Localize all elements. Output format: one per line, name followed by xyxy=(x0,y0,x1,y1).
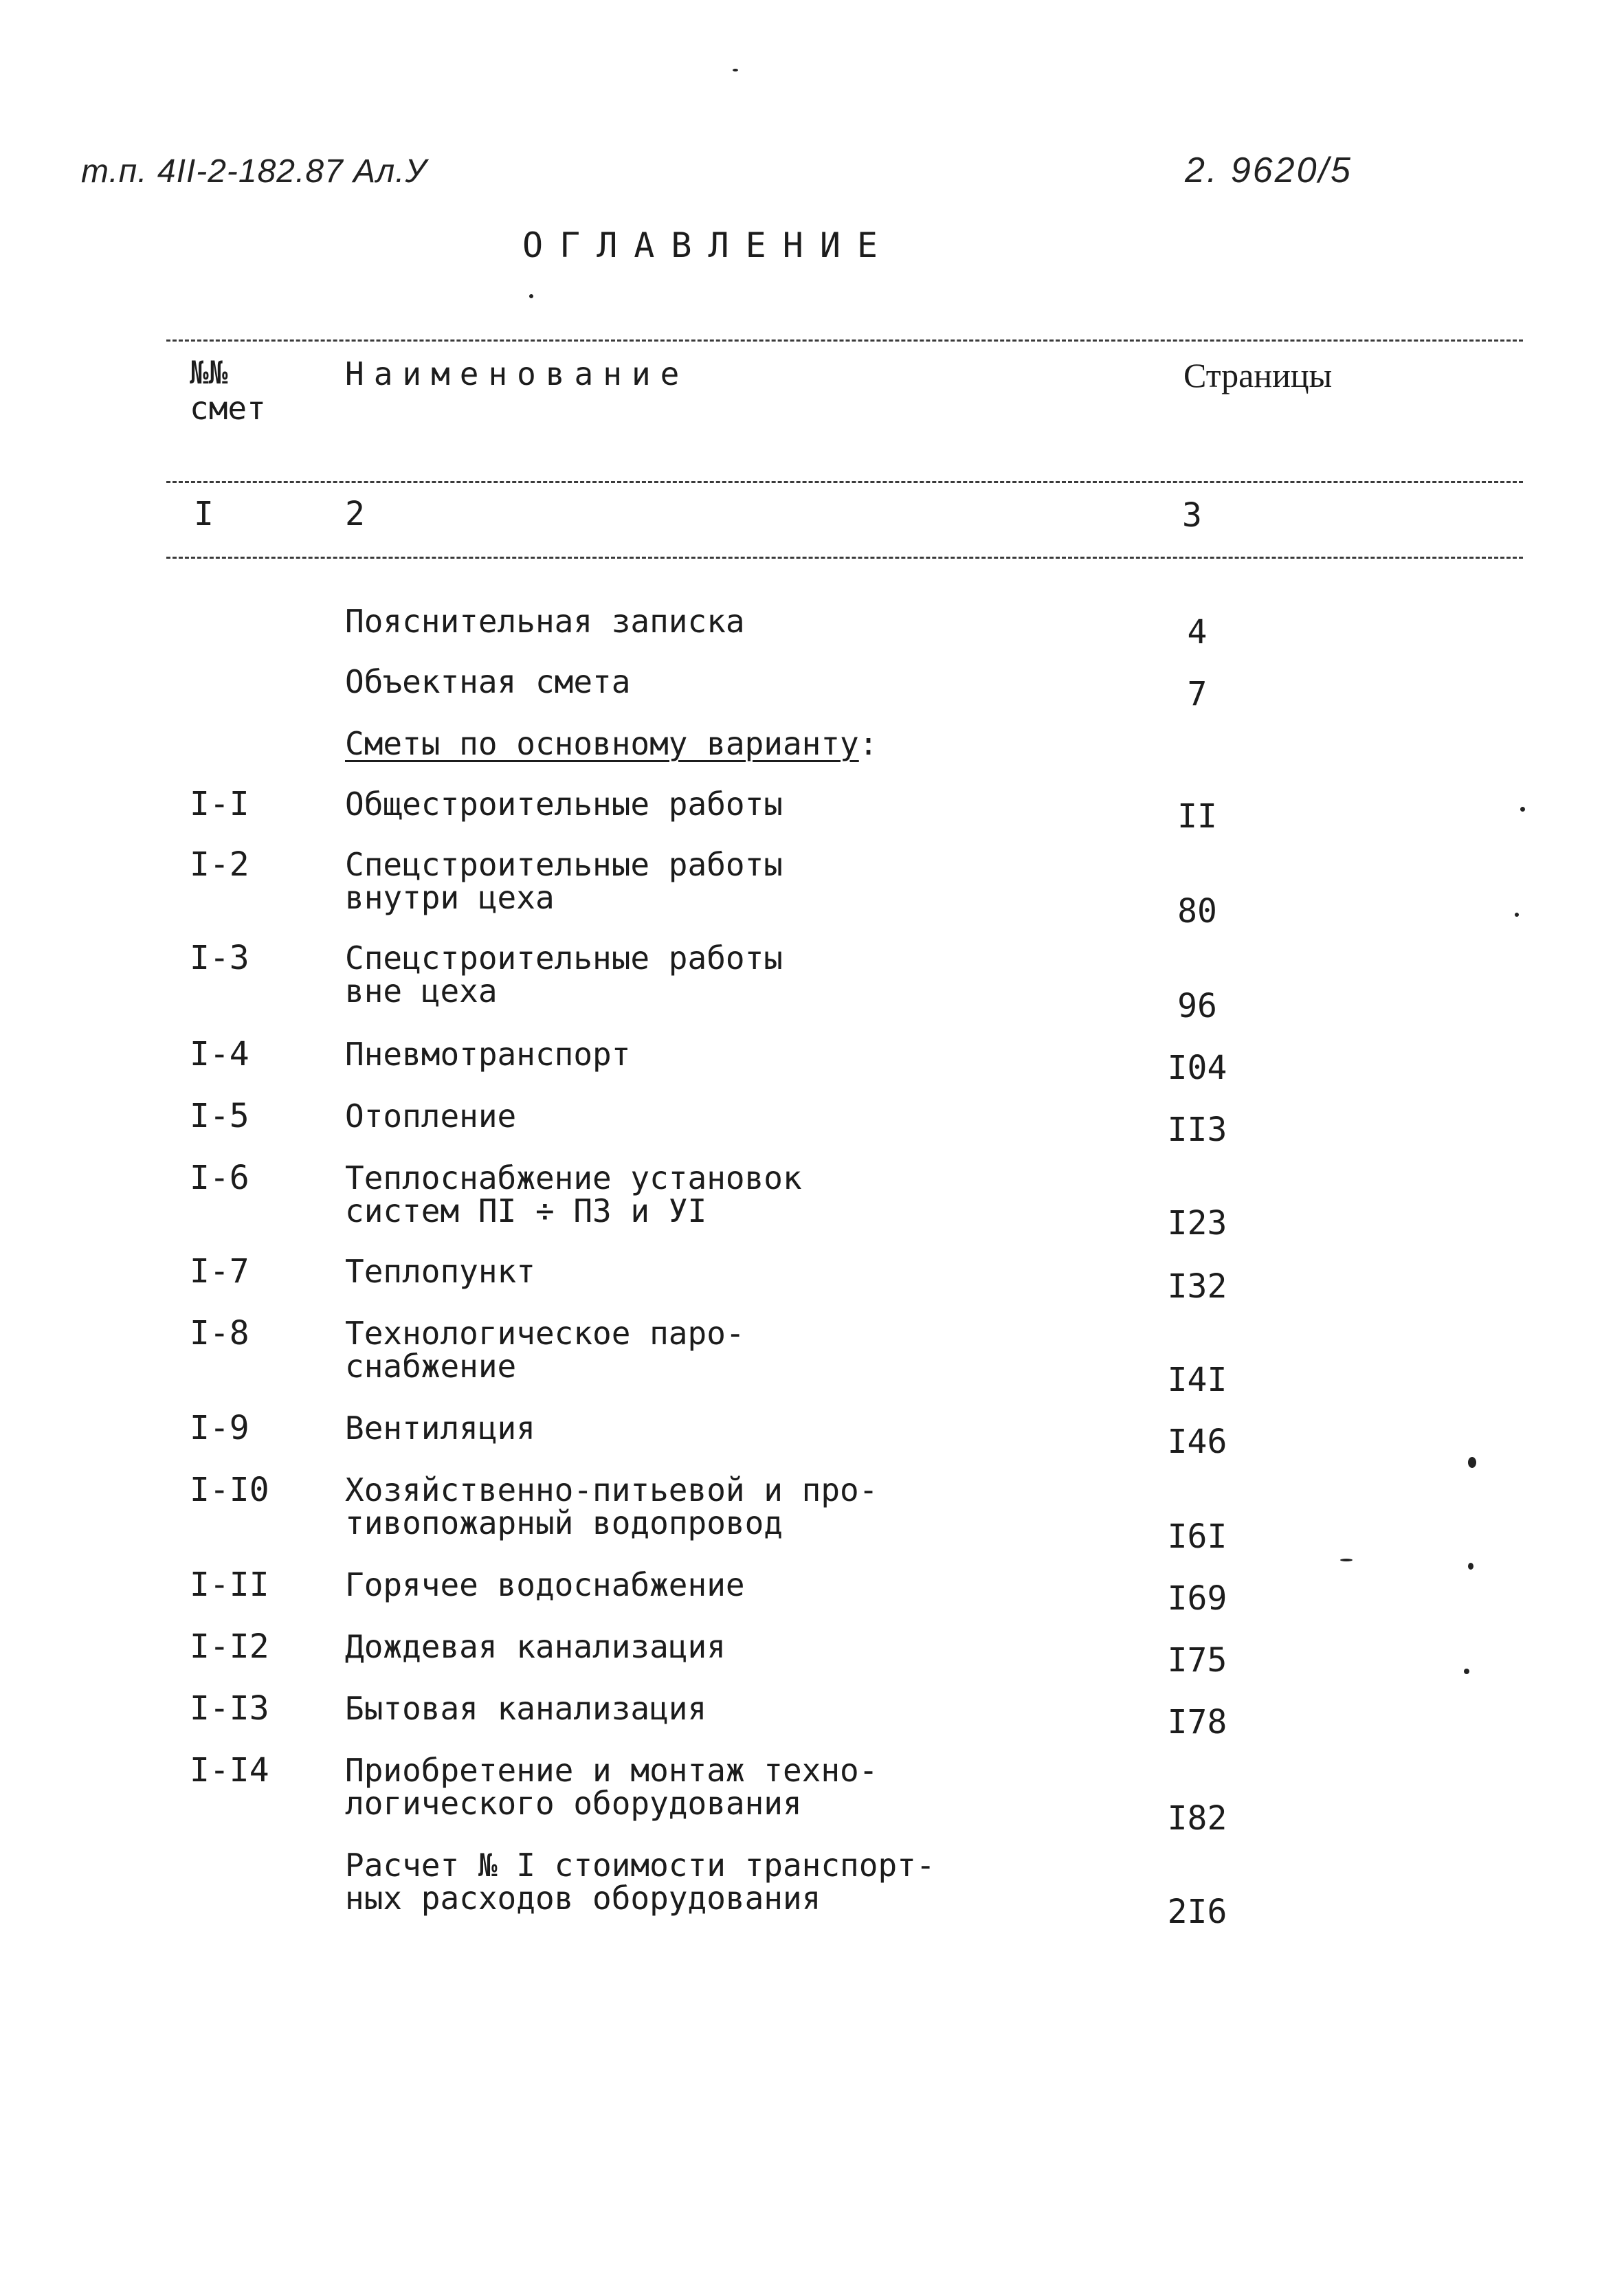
entry-code: I-I0 xyxy=(190,1471,269,1509)
entry-name: Вентиляция xyxy=(345,1410,535,1447)
intro-entry-page: 7 xyxy=(1187,675,1208,713)
intro-entry-page: 4 xyxy=(1187,613,1208,651)
entry-page: II3 xyxy=(1167,1111,1227,1149)
entry-code: I-I3 xyxy=(190,1689,269,1728)
entry-page: I46 xyxy=(1167,1423,1227,1461)
inventory-code: 2. 9620/5 xyxy=(1185,151,1353,190)
column-header-name: Наименование xyxy=(345,355,689,392)
column-numbers-rule xyxy=(166,557,1523,559)
entry-page: II xyxy=(1177,797,1217,836)
entry-page: I6I xyxy=(1167,1517,1227,1556)
entry-code: I-7 xyxy=(190,1252,249,1291)
column-header-number: №№ смет xyxy=(190,354,266,427)
section-heading-label: Сметы по основному варианту xyxy=(345,725,859,762)
entry-code: I-5 xyxy=(190,1097,249,1135)
entry-page: I32 xyxy=(1167,1267,1227,1306)
scan-speck xyxy=(1520,807,1525,812)
entry-code: I-3 xyxy=(190,939,249,977)
entry-name: Горячее водоснабжение xyxy=(345,1566,745,1603)
entry-code: I-8 xyxy=(190,1314,249,1352)
entry-name: Дождевая канализация xyxy=(345,1628,726,1665)
entry-name: Пневмотранспорт xyxy=(345,1036,631,1073)
scan-speck xyxy=(1340,1559,1353,1561)
column-number-1: I xyxy=(194,495,214,533)
entry-name: Отопление xyxy=(345,1098,517,1135)
entry-name: Бытовая канализация xyxy=(345,1690,707,1727)
entry-code: I-II xyxy=(190,1566,269,1604)
entry-name: Хозяйственно-питьевой и про- тивопожарный водопровод xyxy=(345,1471,878,1541)
entry-code: I-I4 xyxy=(190,1751,269,1790)
section-heading xyxy=(345,727,878,760)
entry-page: I23 xyxy=(1167,1204,1227,1243)
entry-name: Теплоснабжение установок систем ПI ÷ П3 и УI xyxy=(345,1159,802,1229)
entry-name: Общестроительные работы xyxy=(345,786,783,823)
header-divider-rule xyxy=(166,481,1523,483)
entry-code: I-4 xyxy=(190,1035,249,1073)
entry-name: Приобретение и монтаж техно- логического оборудования xyxy=(345,1752,878,1822)
entry-name: Спецстроительные работы внутри цеха xyxy=(345,846,783,916)
entry-page: I04 xyxy=(1167,1049,1227,1087)
scan-speck xyxy=(529,294,533,298)
section-heading-colon: : xyxy=(858,725,878,762)
entry-name: Технологическое паро- снабжение xyxy=(345,1315,745,1385)
page-title: ОГЛАВЛЕНИЕ xyxy=(522,225,895,265)
table-top-rule xyxy=(166,339,1523,342)
entry-page: I82 xyxy=(1167,1799,1227,1838)
scan-speck xyxy=(733,69,738,71)
intro-entry-name: Пояснительная записка xyxy=(345,603,745,640)
column-number-3: 3 xyxy=(1182,496,1202,535)
scan-speck xyxy=(1468,1457,1476,1468)
document-code: т.п. 4II-2-182.87 Ал.У xyxy=(81,153,427,190)
scan-speck xyxy=(1515,913,1519,917)
final-entry-name: Расчет № I стоимости транспорт- ных расходов оборудования xyxy=(345,1847,935,1917)
entry-page: 96 xyxy=(1177,987,1217,1025)
entry-name: Спецстроительные работы вне цеха xyxy=(345,939,783,1010)
scan-speck xyxy=(1468,1563,1473,1570)
entry-page: 80 xyxy=(1177,892,1217,931)
column-header-pages: Страницы xyxy=(1183,356,1333,394)
entry-code: I-I xyxy=(190,785,249,823)
entry-code: I-I2 xyxy=(190,1627,269,1666)
entry-page: I69 xyxy=(1167,1579,1227,1618)
entry-code: I-9 xyxy=(190,1409,249,1447)
intro-entry-name: Объектная смета xyxy=(345,663,631,700)
scan-speck xyxy=(1464,1669,1469,1674)
entry-code: I-2 xyxy=(190,845,249,884)
entry-page: I75 xyxy=(1167,1641,1227,1680)
entry-page: I4I xyxy=(1167,1361,1227,1399)
entry-code: I-6 xyxy=(190,1159,249,1197)
entry-name: Теплопункт xyxy=(345,1253,535,1290)
final-entry-page: 2I6 xyxy=(1167,1893,1227,1931)
column-number-2: 2 xyxy=(345,495,365,533)
entry-page: I78 xyxy=(1167,1703,1227,1741)
